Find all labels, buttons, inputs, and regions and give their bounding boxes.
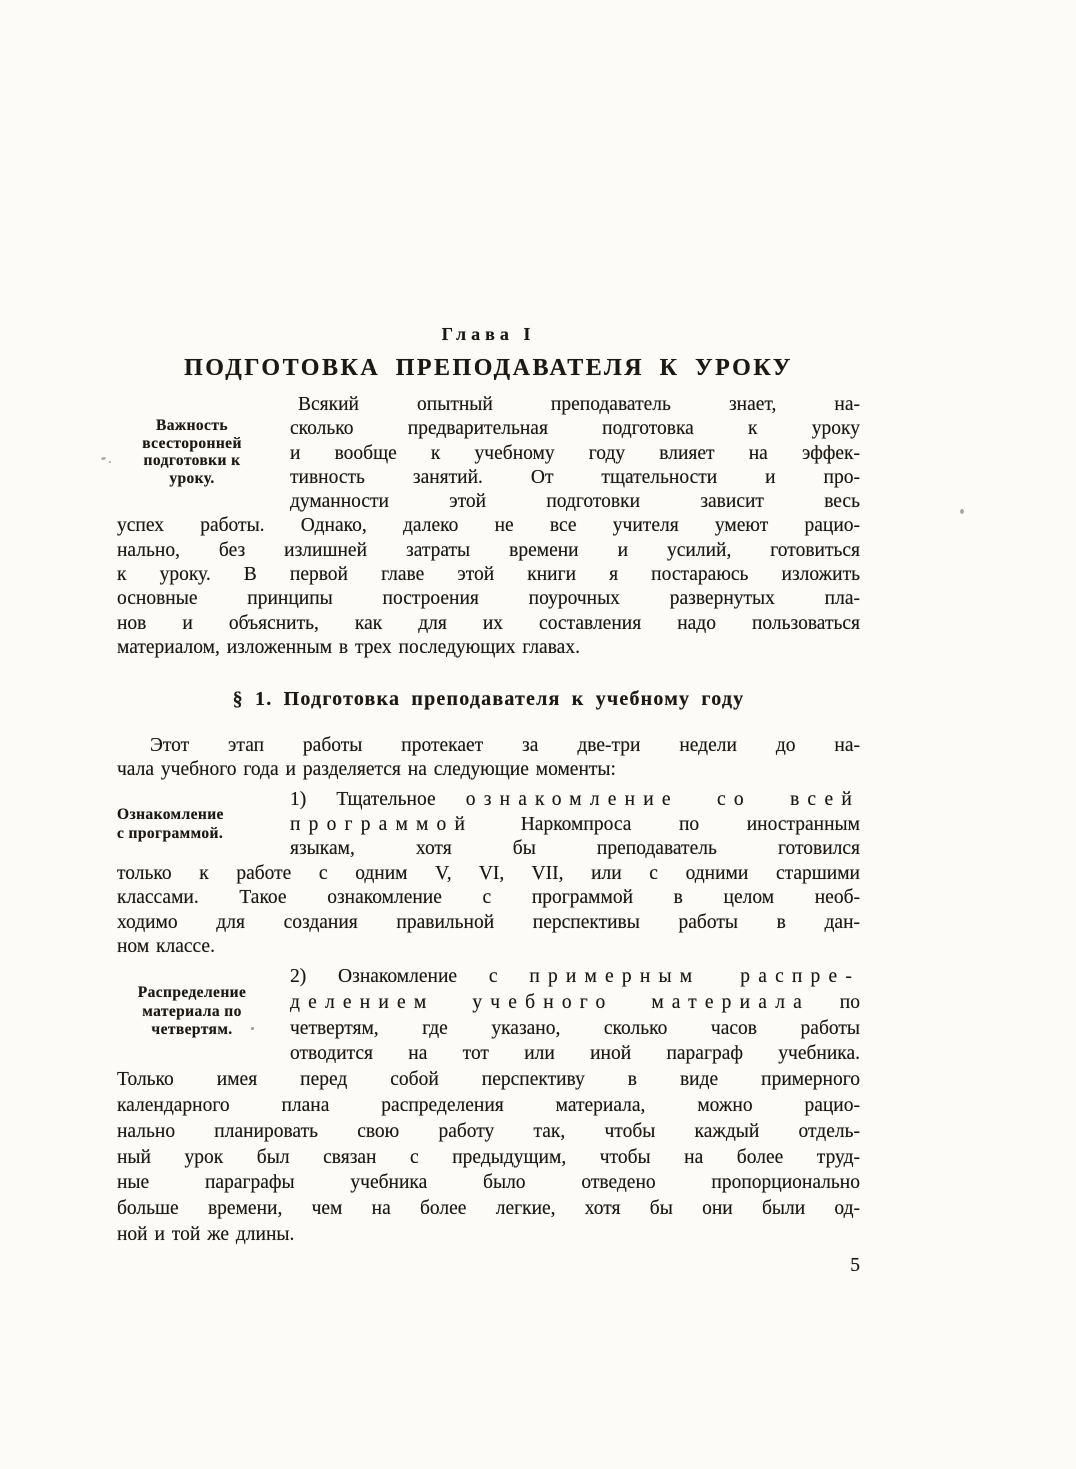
text-line [290, 490, 860, 514]
text-segment: только к работе с одним V, VI, VII, или с одними старшими [117, 862, 860, 884]
scan-speck [960, 509, 964, 514]
text-line [290, 1041, 860, 1067]
text-line [117, 911, 860, 936]
chapter-label: Глава I [441, 324, 536, 344]
text-line [117, 612, 860, 636]
text-line [117, 587, 860, 611]
text-line [290, 442, 860, 466]
text-segment: отводится на тот или иной параграф учебника. [290, 1043, 860, 1065]
text-segment: тивность занятий. От тщательности и про- [290, 466, 860, 488]
text-segment: и вообще к учебному году влияет на эффек- [290, 442, 860, 464]
text-line [117, 935, 860, 960]
text-segment: Всякий опытный преподаватель знает, на- [298, 394, 860, 415]
scan-speck [251, 1027, 254, 1030]
text-segment: четвертям. [151, 1021, 233, 1038]
text-segment: чала учебного года и разделяется на следующие моменты: [117, 759, 616, 780]
text-segment: языкам, хотя бы преподаватель готовился [290, 838, 860, 859]
text-line [290, 393, 860, 417]
text-segment: Важность [156, 417, 228, 434]
text-segment: ном классе. [117, 936, 215, 957]
scan-speck [109, 461, 111, 463]
text-line [290, 813, 860, 838]
paragraph-item2 [117, 964, 860, 1248]
text-segment: Этот этап работы протекает за две-три недели до на- [150, 735, 860, 756]
text-line [117, 563, 860, 587]
text-line [290, 466, 860, 490]
text-line [290, 837, 860, 862]
emphasized-spaced-text: ознакомление со всей [465, 789, 860, 810]
text-line [117, 1119, 860, 1145]
text-line [117, 514, 860, 538]
text-line [117, 1067, 860, 1093]
text-line [117, 1222, 860, 1248]
text-segment: 1) Тщательное [290, 789, 466, 810]
text-segment: с программой. [117, 824, 224, 842]
emphasized-spaced-text: примерным распре- [529, 966, 861, 987]
text-line [117, 1145, 860, 1171]
text-segment: всесторонней [142, 434, 242, 452]
text-segment: нально планировать свою работу так, чтобы каждый отдель- [117, 1120, 860, 1142]
text-segment: ной и той же длины. [117, 1223, 295, 1245]
text-segment: подготовки к [143, 452, 241, 469]
text-segment: классами. Такое ознакомление с программой в целом необ- [117, 887, 860, 908]
text-segment: больше времени, чем на более легкие, хотя бы они были од- [117, 1198, 860, 1220]
text-line [290, 964, 860, 990]
text-segment: Наркомпроса по иностранным [473, 813, 860, 835]
text-segment: календарного плана распределения материала, можно рацио- [117, 1094, 860, 1116]
text-segment: Только имея перед собой перспективу в виде примерного [117, 1069, 860, 1091]
text-segment: Ознакомление [117, 806, 224, 823]
text-segment: 2) Ознакомление с [290, 966, 530, 987]
text-segment: сколько предварительная подготовка к уроку [290, 418, 860, 440]
text-line [290, 417, 860, 441]
text-line [290, 788, 860, 813]
text-line [117, 758, 860, 782]
text-segment: уроку. [169, 469, 215, 487]
text-line [117, 539, 860, 563]
text-segment: четвертям, где указано, сколько часов работы [290, 1017, 860, 1039]
section-heading: § 1. Подготовка преподавателя к учебному году [232, 688, 745, 710]
text-segment: основные принципы построения поурочных развернутых пла- [117, 588, 860, 610]
text-segment: материалом, изложенным в трех последующих главах. [117, 636, 580, 658]
paragraph-stage [117, 734, 860, 782]
text-segment: думанности этой подготовки зависит весь [290, 491, 860, 513]
text-line [117, 862, 860, 887]
scan-speck [101, 456, 107, 460]
paragraph-item1 [117, 788, 860, 960]
text-line [290, 1016, 860, 1042]
text-segment: нально, без излишней затраты времени и усилий, готовиться [117, 539, 860, 561]
text-line [117, 886, 860, 911]
text-segment: ные параграфы учебника было отведено пропорционально [117, 1172, 860, 1194]
text-line [117, 1093, 860, 1119]
text-line [117, 734, 860, 758]
text-line [117, 1196, 860, 1222]
text-segment: к уроку. В первой главе этой книги я постараюсь изложить [117, 564, 860, 586]
text-line [117, 636, 860, 660]
text-segment: успех работы. Однако, далеко не все учителя умеют рацио- [117, 515, 860, 537]
page-title: ПОДГОТОВКА ПРЕПОДАВАТЕЛЯ К УРОКУ [184, 355, 793, 381]
text-line [290, 990, 860, 1016]
text-segment: ходимо для создания правильной перспективы работы в дан- [117, 911, 860, 933]
paragraph-intro [117, 393, 860, 660]
text-segment: материала по [142, 1002, 242, 1020]
page-number: 5 [850, 1255, 860, 1276]
text-segment: ный урок был связан с предыдущим, чтобы на более труд- [117, 1146, 860, 1168]
text-segment: Распределение [137, 984, 247, 1001]
emphasized-spaced-text: делением учебного материала [290, 991, 811, 1013]
emphasized-spaced-text: программой [290, 813, 474, 835]
text-line [117, 1170, 860, 1196]
text-segment: нов и объяснить, как для их составления надо пользоваться [117, 612, 860, 634]
text-segment: по [810, 991, 860, 1013]
